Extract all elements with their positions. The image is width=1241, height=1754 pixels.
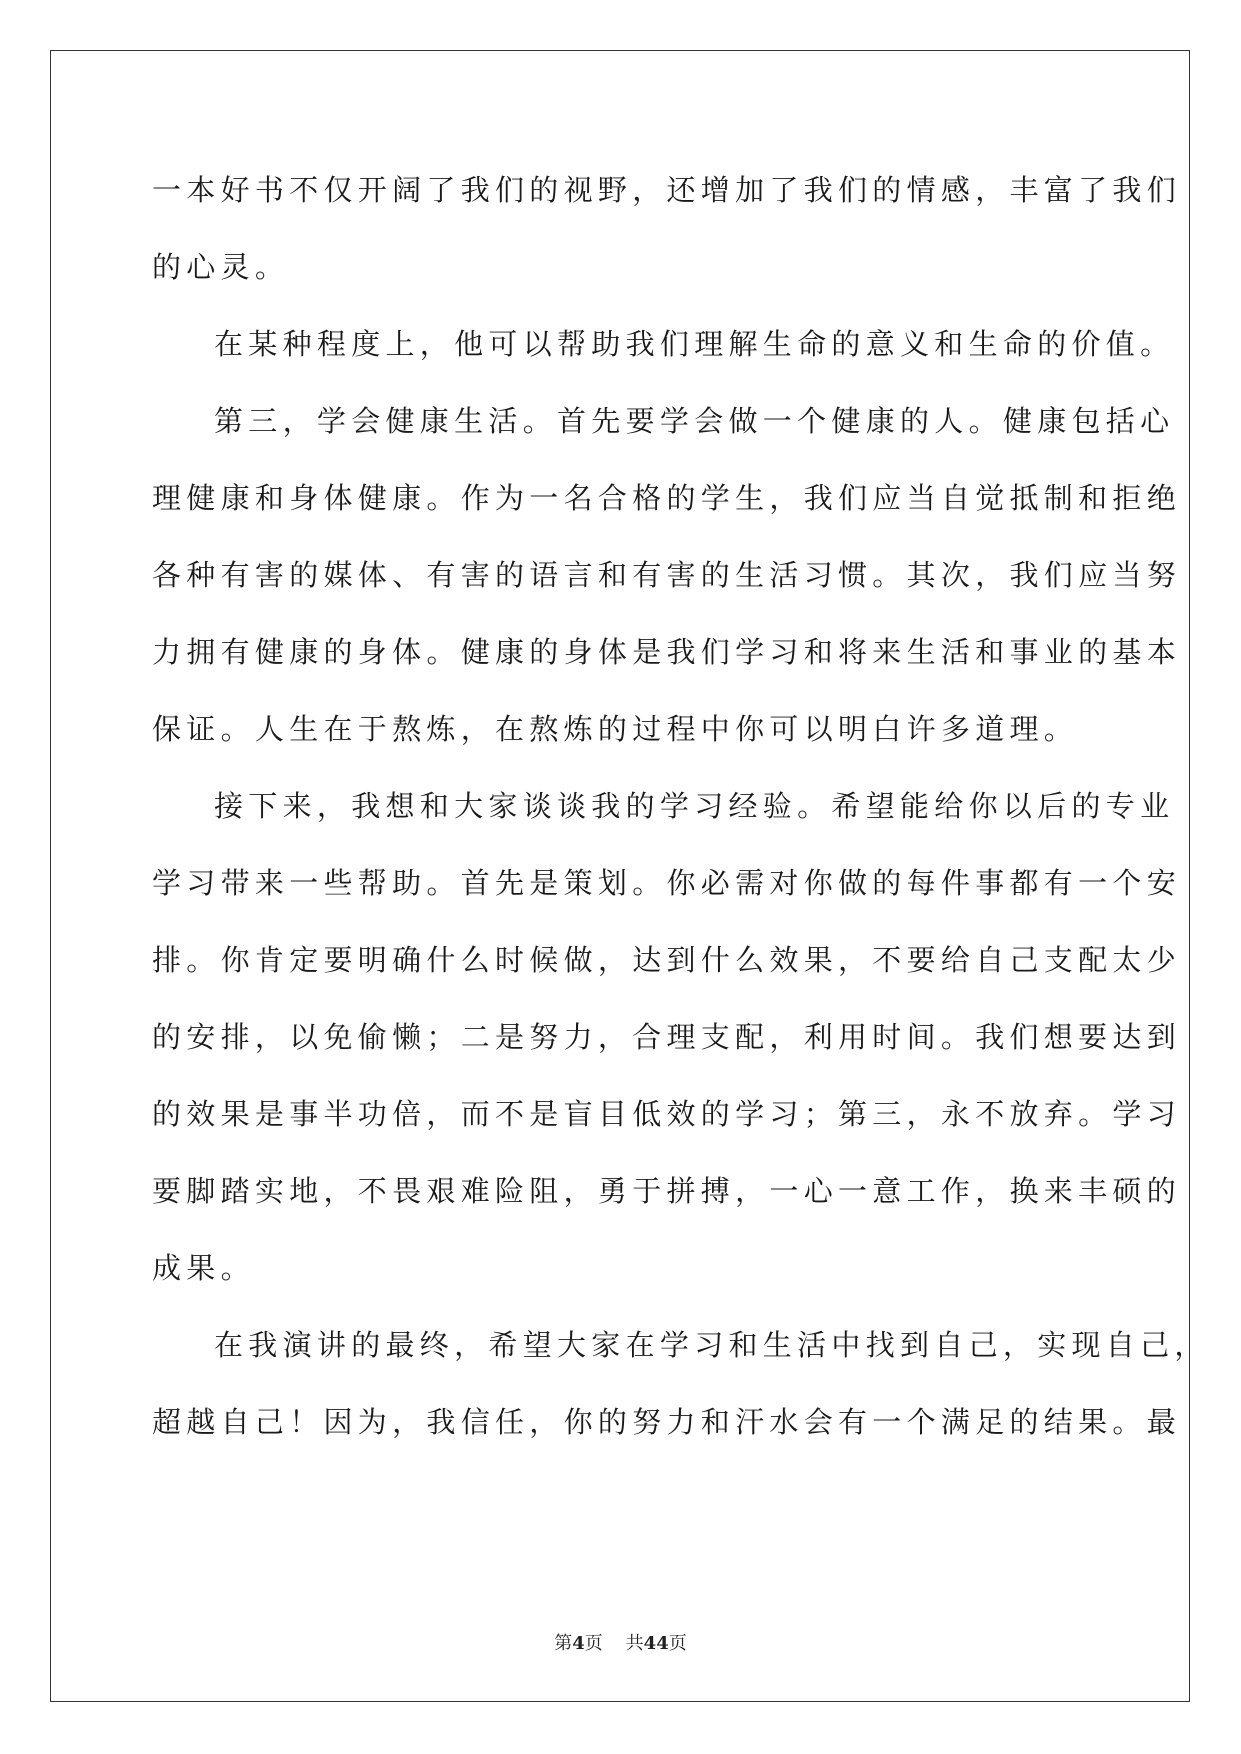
total-prefix: 共 <box>625 1633 644 1654</box>
total-pages: 44 <box>643 1633 669 1654</box>
text-line: 第三，学会健康生活。首先要学会做一个健康的人。健康包括心 <box>214 404 1175 438</box>
text-line: 接下来，我想和大家谈谈我的学习经验。希望能给你以后的专业 <box>214 789 1175 823</box>
text-line: 在某种程度上，他可以帮助我们理解生命的意义和生命的价值。 <box>214 327 1175 361</box>
text-line: 的心灵。 <box>152 250 290 284</box>
page-footer <box>0 1632 1241 1656</box>
total-suffix: 页 <box>668 1633 687 1654</box>
text-line: 在我演讲的最终，希望大家在学习和生活中找到自己，实现自己， <box>214 1328 1209 1362</box>
page-number: 4 <box>572 1633 585 1654</box>
text-line: 要脚踏实地，不畏艰难险阻，勇于拼搏，一心一意工作，换来丰硕的 <box>152 1174 1182 1208</box>
text-line: 排。你肯定要明确什么时候做，达到什么效果，不要给自己支配太少 <box>152 943 1182 977</box>
text-line: 成果。 <box>152 1251 255 1285</box>
text-line: 的安排，以免偷懒；二是努力，合理支配，利用时间。我们想要达到 <box>152 1020 1182 1054</box>
text-line: 的效果是事半功倍，而不是盲目低效的学习；第三，永不放弃。学习 <box>152 1097 1182 1131</box>
text-line: 学习带来一些帮助。首先是策划。你必需对你做的每件事都有一个安 <box>152 866 1182 900</box>
page-suffix: 页 <box>584 1633 603 1654</box>
page-prefix: 第 <box>554 1633 573 1654</box>
text-line: 力拥有健康的身体。健康的身体是我们学习和将来生活和事业的基本 <box>152 635 1182 669</box>
text-line: 保证。人生在于熬炼，在熬炼的过程中你可以明白许多道理。 <box>152 712 1079 746</box>
text-line: 各种有害的媒体、有害的语言和有害的生活习惯。其次，我们应当努 <box>152 558 1182 592</box>
text-line: 超越自己！因为，我信任，你的努力和汗水会有一个满足的结果。最 <box>152 1405 1182 1439</box>
text-line: 一本好书不仅开阔了我们的视野，还增加了我们的情感，丰富了我们 <box>152 173 1182 207</box>
text-line: 理健康和身体健康。作为一名合格的学生，我们应当自觉抵制和拒绝 <box>152 481 1182 515</box>
